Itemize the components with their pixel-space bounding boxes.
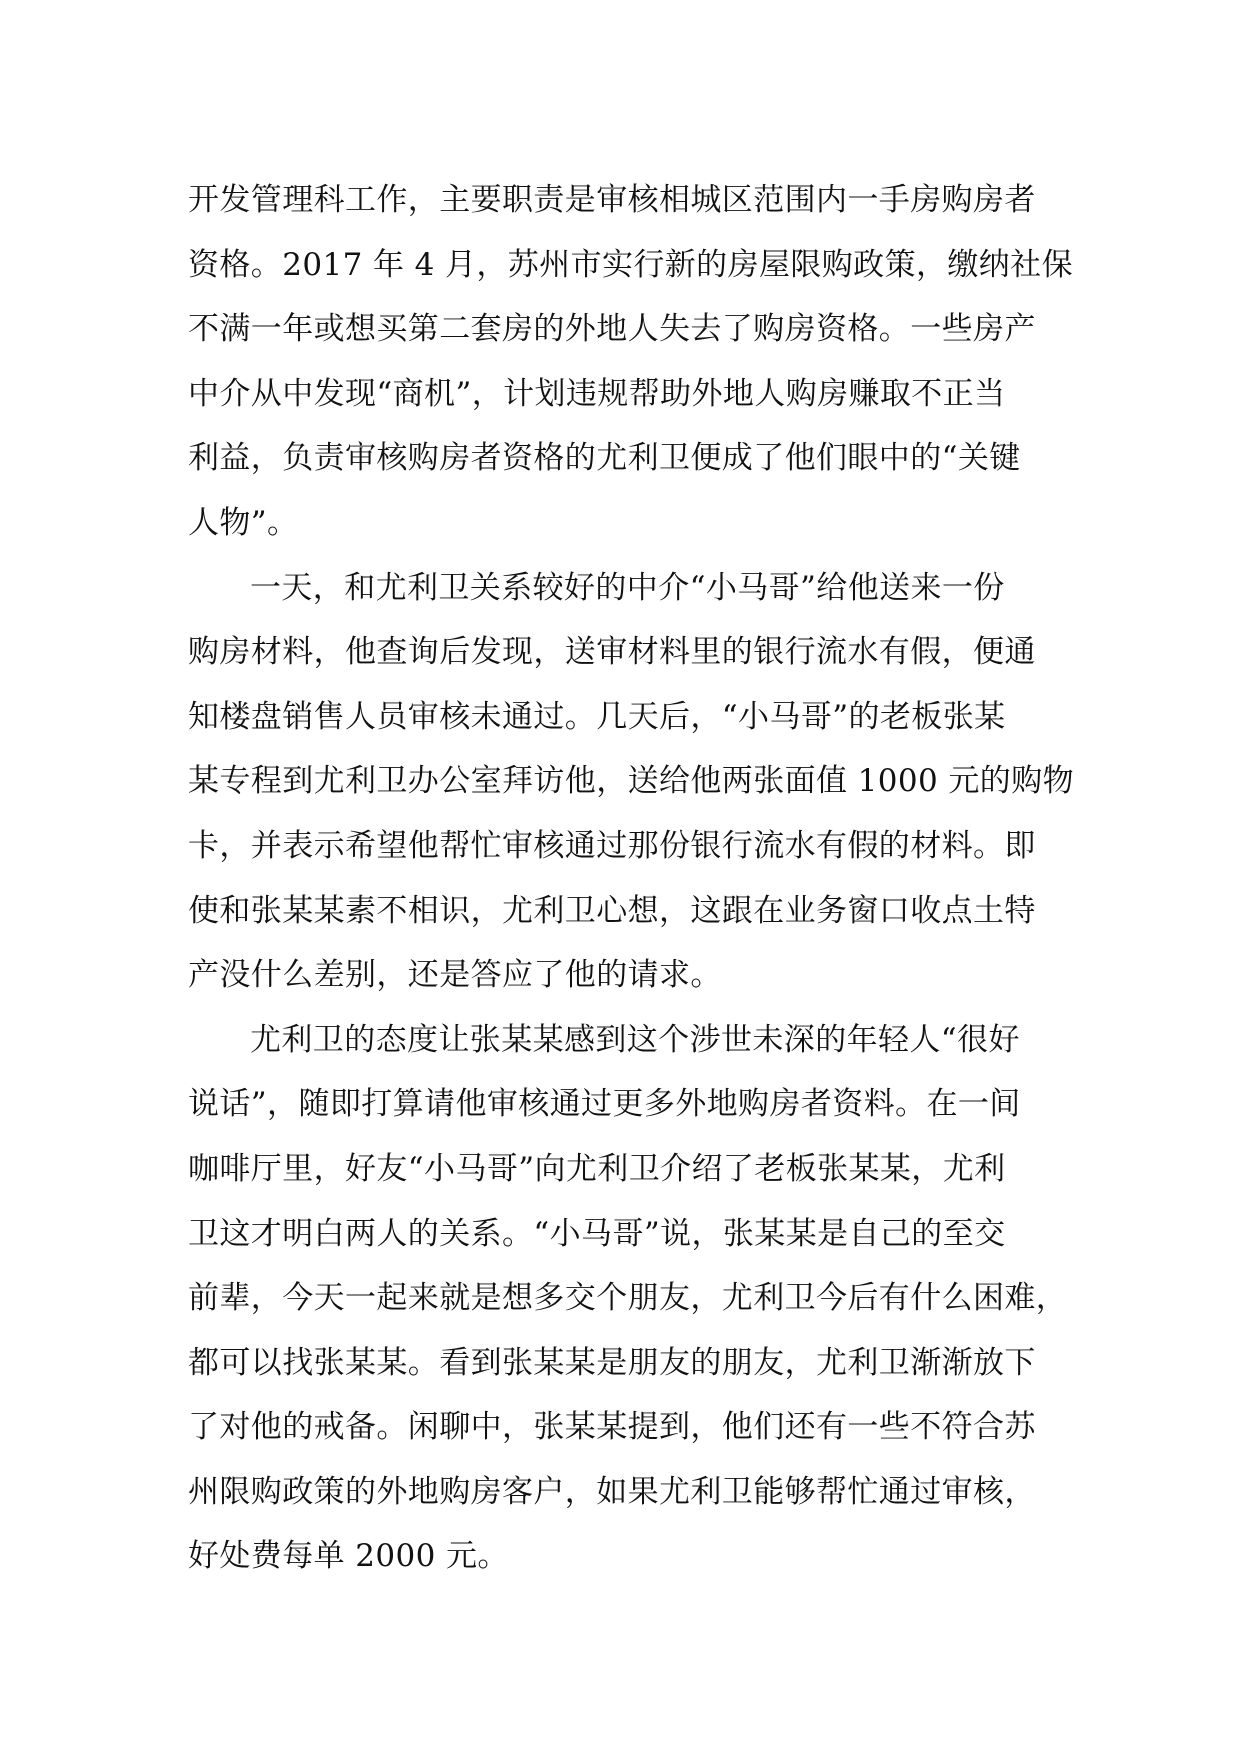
text-line: 都可以找张某某。看到张某某是朋友的朋友，尤利卫渐渐放下 <box>188 1344 1036 1381</box>
text-line: 好处费每单 2000 元。 <box>188 1538 509 1575</box>
text-line: 尤利卫的态度让张某某感到这个涉世未深的年轻人“很好 <box>250 1021 1020 1058</box>
text-line: 中介从中发现“商机”，计划违规帮助外地人购房赚取不正当 <box>188 375 1006 412</box>
text-line: 利益，负责审核购房者资格的尤利卫便成了他们眼中的“关键 <box>188 440 1021 477</box>
text-line: 购房材料，他查询后发现，送审材料里的银行流水有假，便通 <box>188 634 1036 671</box>
text-line: 咖啡厅里，好友“小马哥”向尤利卫介绍了老板张某某，尤利 <box>188 1150 1006 1187</box>
text-line: 卫这才明白两人的关系。“小马哥”说，张某某是自己的至交 <box>188 1215 1006 1252</box>
text-line: 某专程到尤利卫办公室拜访他，送给他两张面值 1000 元的购物 <box>188 763 1074 800</box>
text-line: 产没什么差别，还是答应了他的请求。 <box>188 957 722 994</box>
text-line: 使和张某某素不相识，尤利卫心想，这跟在业务窗口收点土特 <box>188 892 1036 929</box>
text-line: 一天，和尤利卫关系较好的中介“小马哥”给他送来一份 <box>250 569 1005 606</box>
text-line: 卡，并表示希望他帮忙审核通过那份银行流水有假的材料。即 <box>188 827 1036 864</box>
text-line: 开发管理科工作，主要职责是审核相城区范围内一手房购房者 <box>188 182 1036 218</box>
text-line: 前辈，今天一起来就是想多交个朋友，尤利卫今后有什么困难， <box>188 1280 1068 1317</box>
document-body <box>188 168 1074 1589</box>
text-line: 不满一年或想买第二套房的外地人失去了购房资格。一些房产 <box>188 311 1036 348</box>
text-line: 了对他的戒备。闲聊中，张某某提到，他们还有一些不符合苏 <box>188 1409 1036 1446</box>
text-line: 知楼盘销售人员审核未通过。几天后，“小马哥”的老板张某 <box>188 698 1006 735</box>
text-line: 资格。2017 年 4 月，苏州市实行新的房屋限购政策，缴纳社保 <box>188 246 1073 283</box>
text-line: 州限购政策的外地购房客户，如果尤利卫能够帮忙通过审核， <box>188 1473 1036 1510</box>
text-line: 人物”。 <box>188 504 299 541</box>
text-line: 说话”，随即打算请他审核通过更多外地购房者资料。在一间 <box>188 1086 1021 1123</box>
